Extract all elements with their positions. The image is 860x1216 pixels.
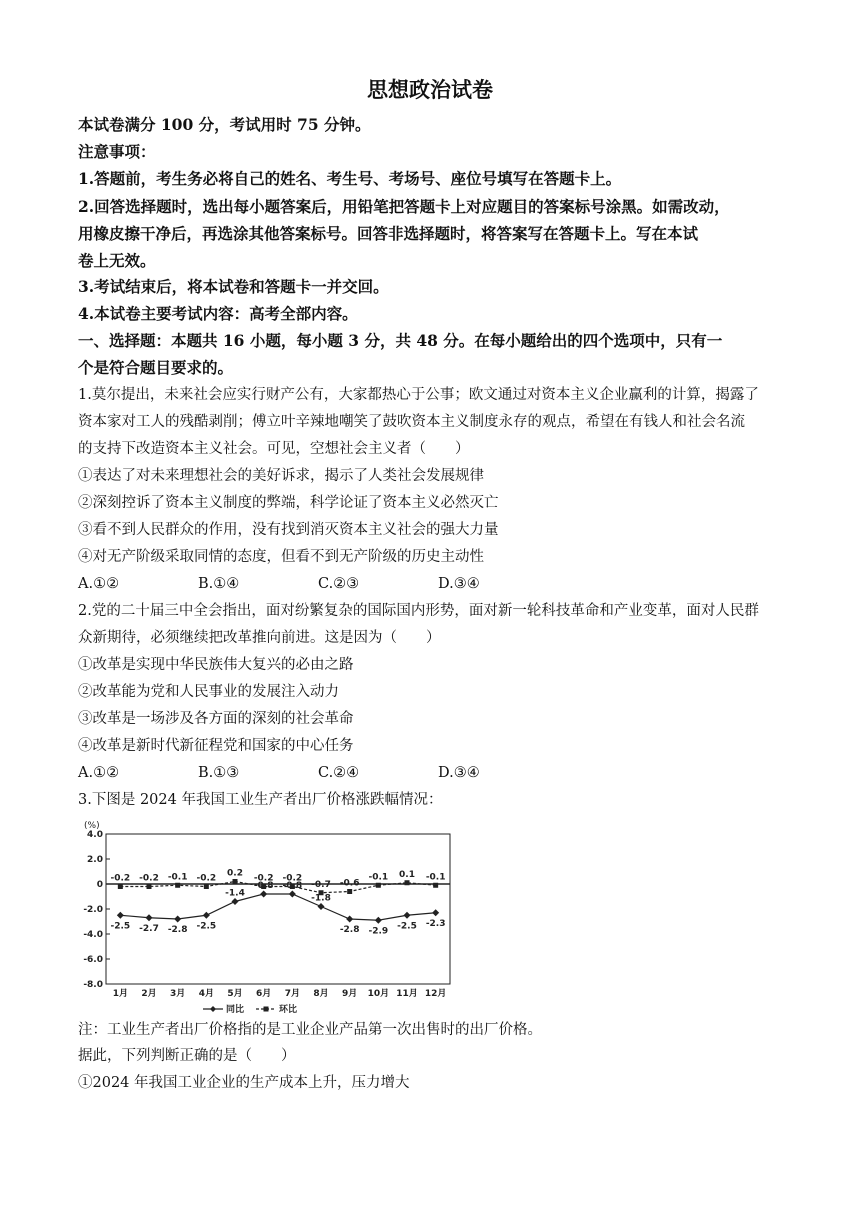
y-tick-label: -2.0: [83, 905, 103, 915]
price-change-chart: [78, 814, 478, 1014]
data-label-tongbi: -2.9: [368, 926, 389, 937]
q2-option-d: D.③④: [438, 765, 480, 781]
point-huanbi: [204, 884, 209, 889]
notice-3: 3.考试结束后，将本试卷和答题卡一并交回。: [78, 277, 389, 296]
point-huanbi: [118, 884, 123, 889]
y-unit-label: (%): [84, 821, 100, 831]
point-tongbi: [404, 912, 411, 919]
legend-label-huanbi: 环比: [279, 1005, 298, 1014]
data-label-tongbi: -2.5: [196, 921, 217, 932]
q2-statement-2: ②改革能为党和人民事业的发展注入动力: [78, 684, 339, 700]
data-label-huanbi: -0.7: [311, 879, 331, 890]
data-label-tongbi: -2.5: [397, 921, 417, 932]
x-tick-label: 5月: [227, 989, 243, 999]
point-tongbi: [203, 912, 210, 919]
q3-stem-1: 3.下图是 2024 年我国工业生产者出厂价格涨跌幅情况：: [78, 792, 443, 808]
point-tongbi: [232, 898, 239, 905]
q2-stem-2: 众新期待，必须继续把改革推向前进。这是因为（ ）: [78, 630, 441, 646]
point-tongbi: [174, 916, 181, 923]
legend-marker-tongbi: [210, 1006, 216, 1012]
data-label-tongbi: -2.3: [425, 918, 446, 929]
data-label-tongbi: -2.5: [110, 921, 131, 932]
legend-label-tongbi: 同比: [226, 1005, 245, 1014]
q1-stem-3: 的支持下改造资本主义社会。可见，空想社会主义者（ ）: [78, 441, 470, 457]
data-label-huanbi: 0.1: [399, 869, 415, 880]
point-tongbi: [146, 914, 153, 921]
data-label-tongbi: -0.8: [282, 881, 303, 891]
point-tongbi: [289, 891, 296, 898]
x-tick-label: 2月: [141, 989, 157, 999]
x-tick-label: 10月: [367, 989, 390, 999]
q1-statement-1: ①表达了对未来理想社会的美好诉求，揭示了人类社会发展规律: [78, 468, 484, 484]
data-label-tongbi: -2.8: [167, 925, 188, 935]
x-tick-label: 1月: [112, 989, 128, 999]
exam-info: 本试卷满分 100 分，考试用时 75 分钟。: [78, 115, 371, 134]
point-huanbi: [175, 883, 180, 888]
q1-option-a: A.①②: [78, 576, 120, 592]
q2-option-b: B.①③: [198, 765, 240, 781]
plot-frame: [106, 834, 450, 984]
data-label-tongbi: -1.8: [311, 893, 331, 904]
q1-stem-2: 资本家对工人的残酷剥削；傅立叶辛辣地嘲笑了鼓吹资本主义制度永存的观点，希望在有钱人和社会名流: [78, 414, 745, 430]
q2-option-c: C.②④: [318, 765, 360, 781]
q3-statement-1: ①2024 年我国工业企业的生产成本上升，压力增大: [78, 1075, 410, 1091]
data-label-tongbi: -1.4: [225, 888, 245, 899]
series-line-huanbi: [120, 879, 435, 893]
point-tongbi: [432, 909, 439, 916]
x-tick-label: 9月: [342, 989, 358, 999]
x-tick-label: 8月: [313, 989, 329, 999]
q3-stem-2: 据此，下列判断正确的是（ ）: [78, 1048, 296, 1064]
y-tick-label: 0: [96, 880, 103, 890]
notice-2c: 卷上无效。: [78, 251, 156, 270]
q1-statement-2: ②深刻控诉了资本主义制度的弊端，科学论证了资本主义必然灭亡: [78, 495, 499, 511]
q1-option-b: B.①④: [198, 576, 240, 592]
point-tongbi: [318, 903, 325, 910]
data-label-huanbi: -0.1: [167, 872, 188, 883]
q1-option-c: C.②③: [318, 576, 360, 592]
section-heading-b: 个是符合题目要求的。: [78, 358, 234, 377]
notice-1: 1.答题前，考生务必将自己的姓名、考生号、考场号、座位号填写在答题卡上。: [78, 169, 622, 188]
notice-4: 4.本试卷主要考试内容：高考全部内容。: [78, 304, 358, 323]
point-huanbi: [233, 879, 238, 884]
point-huanbi: [405, 880, 410, 885]
q2-option-a: A.①②: [78, 765, 120, 781]
y-tick-label: -8.0: [83, 980, 103, 990]
notice-2b: 用橡皮擦干净后，再选涂其他答案标号。回答非选择题时，将答案写在答题卡上。写在本试: [78, 224, 699, 243]
point-huanbi: [376, 883, 381, 888]
q2-stem-1: 2.党的二十届三中全会指出，面对纷繁复杂的国际国内形势，面对新一轮科技革命和产业变革，面对人民群: [78, 603, 759, 619]
q2-statement-1: ①改革是实现中华民族伟大复兴的必由之路: [78, 657, 354, 673]
data-label-huanbi: -0.1: [425, 872, 446, 883]
data-label-huanbi: -0.1: [368, 872, 389, 883]
point-tongbi: [346, 916, 353, 923]
point-huanbi: [347, 889, 352, 894]
section-heading-a: 一、选择题：本题共 16 小题，每小题 3 分，共 48 分。在每小题给出的四个选项中，只有一: [78, 331, 723, 350]
x-tick-label: 6月: [256, 989, 272, 999]
data-label-tongbi: -0.8: [253, 881, 274, 891]
q1-statement-3: ③看不到人民群众的作用，没有找到消灭资本主义社会的强大力量: [78, 522, 499, 538]
point-huanbi: [147, 884, 152, 889]
data-label-huanbi: -0.2: [110, 873, 131, 884]
x-tick-label: 4月: [198, 989, 214, 999]
data-label-huanbi: -0.2: [253, 873, 274, 884]
y-tick-label: -4.0: [83, 930, 103, 940]
notice-2a: 2.回答选择题时，选出每小题答案后，用铅笔把答题卡上对应题目的答案标号涂黑。如需改动，: [78, 197, 730, 216]
legend-marker-huanbi: [264, 1007, 269, 1012]
point-huanbi: [433, 883, 438, 888]
y-tick-label: -6.0: [83, 955, 103, 965]
x-tick-label: 3月: [170, 989, 186, 999]
x-tick-label: 12月: [424, 989, 447, 999]
y-tick-label: 4.0: [87, 830, 103, 840]
x-tick-label: 11月: [396, 989, 418, 999]
page-title: 思想政治试卷: [367, 77, 493, 102]
y-tick-label: 2.0: [87, 855, 103, 865]
point-tongbi: [117, 912, 124, 919]
data-label-huanbi: -0.2: [282, 873, 303, 884]
data-label-huanbi: 0.2: [227, 868, 243, 879]
series-line-tongbi: [120, 894, 435, 920]
x-tick-label: 7月: [284, 989, 300, 999]
q2-statement-3: ③改革是一场涉及各方面的深刻的社会革命: [78, 711, 354, 727]
data-label-huanbi: -0.2: [196, 873, 217, 884]
q1-stem-1: 1.莫尔提出，未来社会应实行财产公有，大家都热心于公事；欧文通过对资本主义企业赢利的计算，揭露了: [78, 387, 759, 403]
q1-statement-4: ④对无产阶级采取同情的态度，但看不到无产阶级的历史主动性: [78, 549, 484, 565]
q3-note: 注：工业生产者出厂价格指的是工业企业产品第一次出售时的出厂价格。: [78, 1022, 542, 1038]
notice-title: 注意事项：: [78, 142, 156, 161]
data-label-tongbi: -2.7: [139, 923, 159, 934]
point-tongbi: [260, 891, 267, 898]
q2-statement-4: ④改革是新时代新征程党和国家的中心任务: [78, 738, 354, 754]
q1-option-d: D.③④: [438, 576, 480, 592]
data-label-huanbi: -0.2: [139, 873, 159, 884]
data-label-huanbi: -0.6: [339, 878, 360, 889]
point-tongbi: [375, 917, 382, 924]
data-label-tongbi: -2.8: [339, 925, 360, 935]
